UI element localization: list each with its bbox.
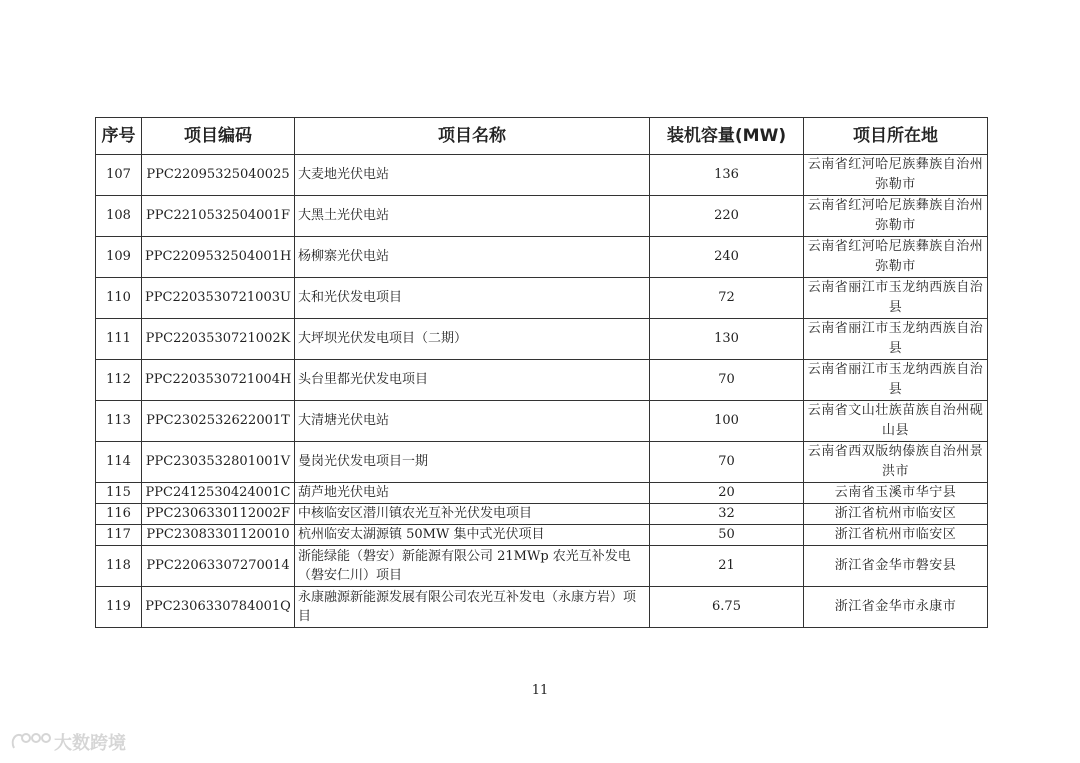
table-row (96, 401, 988, 442)
cell-name: 曼岗光伏发电项目一期 (295, 442, 650, 483)
cell-code: PPC2306330784001Q (142, 587, 295, 628)
watermark-logo (8, 728, 158, 756)
cell-name: 中核临安区潜川镇农光互补光伏发电项目 (295, 504, 650, 525)
header-seq: 序号 (96, 118, 142, 155)
table-header-row (96, 118, 988, 155)
cell-capacity: 72 (650, 278, 804, 319)
cell-location: 浙江省杭州市临安区 (804, 525, 988, 546)
cell-capacity: 20 (650, 483, 804, 504)
cell-code: PPC2210532504001F (142, 196, 295, 237)
cell-capacity: 6.75 (650, 587, 804, 628)
cell-name: 葫芦地光伏电站 (295, 483, 650, 504)
table-row (96, 196, 988, 237)
cell-code: PPC2209532504001H (142, 237, 295, 278)
header-name: 项目名称 (295, 118, 650, 155)
table-row (96, 483, 988, 504)
cell-seq: 117 (96, 525, 142, 546)
cell-seq: 108 (96, 196, 142, 237)
cell-seq: 110 (96, 278, 142, 319)
table-row (96, 587, 988, 628)
cell-capacity: 21 (650, 546, 804, 587)
table-row (96, 237, 988, 278)
page-number: 11 (531, 683, 549, 698)
cell-seq: 113 (96, 401, 142, 442)
table-row (96, 319, 988, 360)
cell-seq: 112 (96, 360, 142, 401)
cell-capacity: 130 (650, 319, 804, 360)
cell-location: 浙江省金华市永康市 (804, 587, 988, 628)
cell-name: 大坪坝光伏发电项目（二期） (295, 319, 650, 360)
table-row (96, 525, 988, 546)
table-row (96, 155, 988, 196)
header-code: 项目编码 (142, 118, 295, 155)
cell-capacity: 70 (650, 442, 804, 483)
cell-seq: 109 (96, 237, 142, 278)
cell-seq: 116 (96, 504, 142, 525)
cell-seq: 114 (96, 442, 142, 483)
cell-name: 大黑土光伏电站 (295, 196, 650, 237)
cell-name: 浙能绿能（磐安）新能源有限公司 21MWp 农光互补发电（磐安仁川）项目 (295, 546, 650, 587)
cell-capacity: 220 (650, 196, 804, 237)
cell-code: PPC22063307270014 (142, 546, 295, 587)
table-row (96, 504, 988, 525)
cell-location: 云南省文山壮族苗族自治州砚山县 (804, 401, 988, 442)
cell-name: 杭州临安太湖源镇 50MW 集中式光伏项目 (295, 525, 650, 546)
header-location: 项目所在地 (804, 118, 988, 155)
cell-code: PPC2412530424001C (142, 483, 295, 504)
cell-code: PPC2203530721003U (142, 278, 295, 319)
cell-location: 云南省丽江市玉龙纳西族自治县 (804, 360, 988, 401)
cell-code: PPC23083301120010 (142, 525, 295, 546)
cell-name: 大清塘光伏电站 (295, 401, 650, 442)
header-capacity: 装机容量(MW) (650, 118, 804, 155)
cell-capacity: 100 (650, 401, 804, 442)
cell-capacity: 50 (650, 525, 804, 546)
cell-code: PPC2203530721002K (142, 319, 295, 360)
cell-location: 云南省红河哈尼族彝族自治州弥勒市 (804, 196, 988, 237)
cell-code: PPC2203530721004H (142, 360, 295, 401)
table-row (96, 442, 988, 483)
project-table (95, 117, 988, 628)
cell-location: 云南省丽江市玉龙纳西族自治县 (804, 319, 988, 360)
cell-code: PPC2303532801001V (142, 442, 295, 483)
cell-seq: 111 (96, 319, 142, 360)
watermark-text: 大数跨境 (54, 733, 126, 754)
cell-location: 云南省玉溪市华宁县 (804, 483, 988, 504)
cell-name: 头台里都光伏发电项目 (295, 360, 650, 401)
cell-name: 大麦地光伏电站 (295, 155, 650, 196)
watermark-swirl-icon (13, 735, 22, 748)
cell-code: PPC2306330112002F (142, 504, 295, 525)
cell-location: 云南省红河哈尼族彝族自治州弥勒市 (804, 155, 988, 196)
cell-seq: 107 (96, 155, 142, 196)
cell-capacity: 136 (650, 155, 804, 196)
cell-seq: 119 (96, 587, 142, 628)
cell-capacity: 32 (650, 504, 804, 525)
cell-location: 云南省西双版纳傣族自治州景洪市 (804, 442, 988, 483)
cell-seq: 118 (96, 546, 142, 587)
cell-name: 太和光伏发电项目 (295, 278, 650, 319)
cell-name: 永康融源新能源发展有限公司农光互补发电（永康方岩）项目 (295, 587, 650, 628)
cell-location: 云南省红河哈尼族彝族自治州弥勒市 (804, 237, 988, 278)
cell-seq: 115 (96, 483, 142, 504)
cell-name: 杨柳寨光伏电站 (295, 237, 650, 278)
cell-location: 浙江省杭州市临安区 (804, 504, 988, 525)
table-row (96, 278, 988, 319)
table-row (96, 360, 988, 401)
cell-location: 浙江省金华市磐安县 (804, 546, 988, 587)
table-row (96, 546, 988, 587)
cell-code: PPC2302532622001T (142, 401, 295, 442)
cell-code: PPC22095325040025 (142, 155, 295, 196)
cell-location: 云南省丽江市玉龙纳西族自治县 (804, 278, 988, 319)
cell-capacity: 240 (650, 237, 804, 278)
cell-capacity: 70 (650, 360, 804, 401)
